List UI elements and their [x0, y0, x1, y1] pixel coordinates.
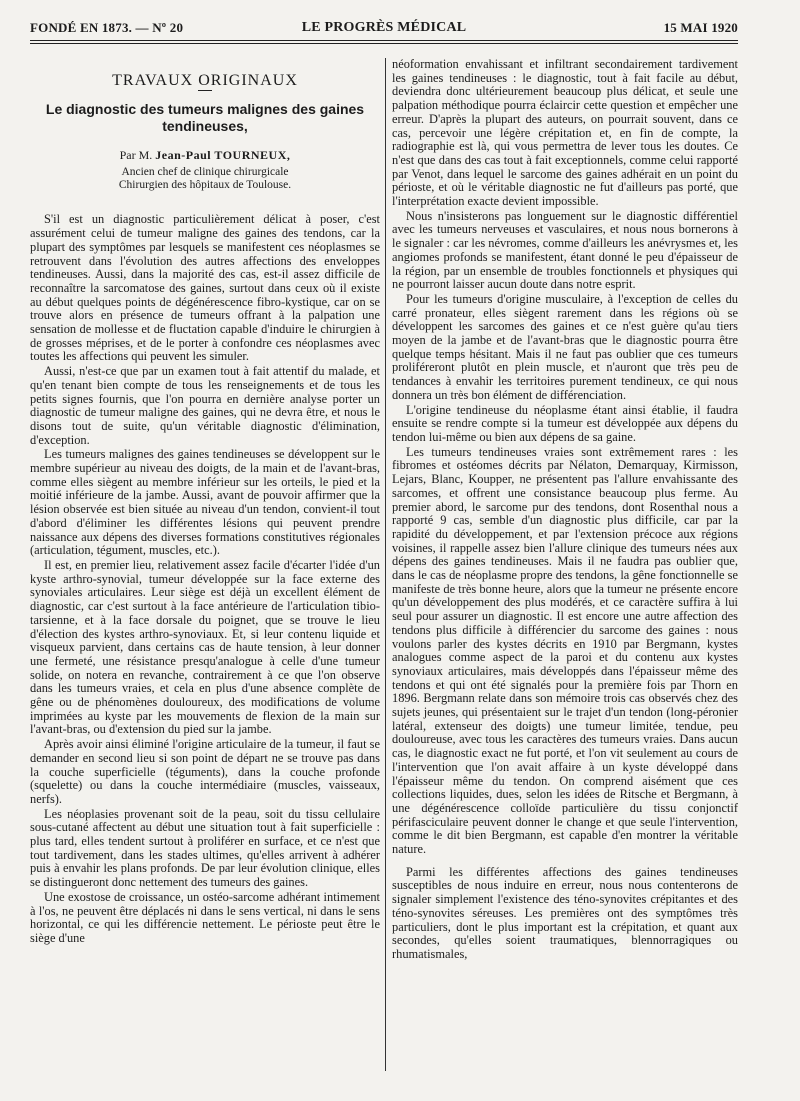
paragraph: Les tumeurs tendineuses vraies sont extrêmement rares : les fibromes et ostéomes décrits par Nélaton, Demarquay, Kirmisson, Lejars, Blanc, Koupper, ne présentent pas l'allure envahissante des sarcomes, et offrent une consistance beaucoup plus ferme. Au premier abord, le sarcome pur des tendons, dont Rosenthal nous a rapporté 9 cas, semble d'un diagnostic plus difficile, car par la rapidité du développement, et par l'extension précoce aux régions voisines, il rappelle assez bien l'allure clinique des tumeurs nées aux dépens des gaines tendineuses. Mais il ne faudra pas oublier que, dans le cas de néoplasme propre des tendons, la gêne fonctionnelle se manifeste de très bonne heure, alors que la tumeur ne présente encore qu'un développement des plus modérés, et ce caractère suffira à lui seul pour assurer un diagnostic. Il est encore une autre affection des tendons plus difficile à différencier du sarcome des gaines : nous voulons parler des kystes décrits en 1910 par Bergmann, kystes analogues comme aspect de la paroi et du contenu aux kystes synoviaux articulaires, mais développés dans l'épaisseur même des tendons et qui ont été signalés pour la première fois par Thorn en 1896. Bergmann relate dans son mémoire trois cas observés chez des sujets jeunes, qui présentaient sur le trajet d'un tendon (long-péronier latéral, extenseur des doigts) une tumeur limitée, tendue, peu douloureuse, avec tous les caractères des tumeurs vraies. Dans aucun cas, le diagnostic exact ne fut porté, et l'on vit seulement au cours de l'intervention que l'on avait affaire à un kyste développé dans l'épaisseur même du tendon. On comprend aisément que ces collections liquides, dues, selon les idées de Ritsche et Bergmann, à une dégénérescence colloïde particulière du tissu conjonctif périfasciculaire peuvent donner le change et que seule l'intervention, comme le dit bien Bergmann, est capable d'en montrer la véritable nature. — [392, 444, 738, 857]
header-rule — [30, 40, 738, 44]
paragraph: Aussi, n'est-ce que par un examen tout à fait attentif du malade, et qu'en tenant bien compte de tous les renseignements et de tous les petits signes fournis, que l'on pourra en dernière analyse porter un diagnostic de tumeur maligne des gaines, qui ne devra être, et nous le disons tout de suite, qu'un véritable diagnostic d'élimination, d'exception. — [30, 364, 380, 447]
affiliation-line: Chirurgien des hôpitaux de Toulouse. — [118, 178, 292, 191]
affiliation-line: Ancien chef de clinique chirurgicale — [121, 166, 289, 179]
byline-prefix: Par M. — [119, 147, 156, 162]
author-affiliation — [30, 166, 380, 191]
paragraph: Les néoplasies provenant soit de la peau, soit du tissu cellulaire sous-cutané affectent au début une situation tout à fait superficielle : plus tard, elles tendent surtout à proliférer en surface, et ce n'est que tout tardivement, dans les stades ultimes, qu'elles arrivent à adhérer puis à envahir les plans profonds. De par leur évolution clinique, elles se distingueront donc nettement des tumeurs des gaines. — [30, 806, 380, 890]
paragraph: Il est, en premier lieu, relativement assez facile d'écarter l'idée d'un kyste arthro-synovial, tumeur développée sur la face externe des synoviales articulaires. Leur siège est déjà un excellent élément de diagnostic, car c'est surtout à la face antérieure de l'articulation tibio-tarsienne, et à la face dorsale du poignet, que se trouve le lieu d'élection des kystes arthro-synoviaux. Et, si leur contenu liquide et visqueux parvient, dans certains cas de haute tension, à leur donner une fermeté, une résistance presqu'analogue à celle d'une tumeur solide, on notera en revanche, contrairement à ce que l'on observe dans les tumeurs vraies, et cela en plus d'une absence complète de gêne ou de phénomènes douloureux, des modifications de volume imprimées au kyste par les mouvements de flexion de la main sur l'avant-bras, ou d'extension du pied sur la jambe. — [30, 557, 380, 737]
right-column — [392, 58, 738, 1071]
paragraph: L'origine tendineuse du néoplasme étant ainsi établie, il faudra ensuite se rendre compte si la tumeur est développée aux dépens du tendon lui-même ou bien aux dépens de sa gaine. — [392, 402, 738, 444]
journal-name: LE PROGRÈS MÉDICAL — [301, 20, 467, 35]
section-dash — [198, 90, 212, 91]
paragraph: néoformation envahissant et infiltrant secondairement tardivement les gaines tendineuses : le diagnostic, tout à fait facile au début, deviendra donc ultérieurement beaucoup plus délicat, et seule une palpation méthodique pourra éclaircir cette question et empêcher une erreur. D'après la plupart des auteurs, on pourrait souvent, dans ce cas, percevoir une légère crépitation et, en fin de compte, la radiographie est là, qui vous permettra de lever tous les doutes. Ce n'est que dans des cas tout à fait exceptionnels, comme celui rapporté par Venot, dans lequel le sarcome des gaines adhérait en un point du périoste, et où le véritable diagnostic ne fut d'ailleurs pas porté, que l'interprétation exacte devient impossible. — [392, 57, 738, 209]
column-divider — [385, 58, 386, 1071]
article-title: Le diagnostic des tumeurs malignes des gaines tendineuses, — [45, 100, 365, 134]
paragraph: Les tumeurs malignes des gaines tendineuses se développent sur le membre supérieur au niveau des doigts, de la main et de l'avant-bras, comme elles siègent au membre inférieur sur les orteils, le pied et la moitié inférieure de la jambe. Aussi, avant de pouvoir affirmer que la lésion observée est bien située au niveau d'un tendon, convient-il tout d'abord d'éliminer les différentes lésions qui peuvent prendre naissance aux dépens des diverses formations constitutives régionales (articulation, tégument, muscles, etc.). — [30, 447, 380, 558]
issue-date: 15 MAI 1920 — [663, 20, 738, 35]
section-heading: TRAVAUX ORIGINAUX — [112, 72, 298, 89]
left-column — [30, 60, 380, 1071]
paragraph: Pour les tumeurs d'origine musculaire, à l'exception de celles du carré pronateur, elles siègent rarement dans les régions où se développent les sarcomes des gaines et ce n'est guère qu'au tiers moyen de la jambe et de l'avant-bras que le diagnostic pourra être quelque temps hésitant. Mais il ne faut pas oublier que ces tumeurs proliféreront plutôt en plein muscle, et n'auront que très peu de tendances à envahir les territoires purement tendineux, ce qui nous donnera un très bon élément de différenciation. — [392, 291, 738, 402]
paragraph: Une exostose de croissance, un ostéo-sarcome adhérant intimement à l'os, ne peuvent être déplacés ni dans le sens vertical, ni dans le sens horizontal, ce qui les différencie nettement. Le périoste peut être le siège d'une — [30, 889, 380, 945]
byline — [30, 149, 380, 163]
paragraph: Après avoir ainsi éliminé l'origine articulaire de la tumeur, il faut se demander en second lieu si son point de départ ne se trouve pas dans la couche superficielle (téguments), dans la couche profonde (squelette) ou dans la couche intermédiaire (muscles, vaisseaux, nerfs). — [30, 737, 380, 806]
paragraph: S'il est un diagnostic particulièrement délicat à poser, c'est assurément celui de tumeur maligne des gaines des tendons, car la plupart des symptômes par lesquels se manifestent ces néoplasmes se retrouvent dans l'évolution des autres affections des enveloppes tendineuses. Aussi, dans la majorité des cas, est-il assez difficile de reconnaître la sarcomatose des gaines, surtout dans ceux où il existe au début quelques points de dégénérescence fibro-kystique, car on se trouve alors en présence de tumeurs offrant à la palpation une sensation de mollesse et de fluctation capable d'induire le chirurgien à de grosses méprises, et de le porter à confondre ces néoplasmes avec toutes les affections qui peuvent les simuler. — [30, 212, 380, 364]
founded-issue: FONDÉ EN 1873. — Nº 20 — [30, 20, 184, 35]
running-header — [30, 18, 738, 40]
author-name: Jean-Paul TOURNEUX, — [155, 147, 291, 162]
paragraph: Parmi les différentes affections des gaines tendineuses susceptibles de nous induire en erreur, nous nous contenterons de signaler simplement l'existence des téno-synovites crépitantes et des téno-synovites séreuses. Les premières ont des symptômes très particuliers, dont le plus important est la crépitation, et quant aux secondes, qu'elles soient traumatiques, blennorragiques ou rhumatismales, — [392, 864, 738, 961]
paragraph: Nous n'insisterons pas longuement sur le diagnostic différentiel avec les tumeurs nerveuses et vasculaires, et nous nous bornerons à le signaler : car les névromes, comme d'ailleurs les anévrysmes et, les angiomes profonds se manifestent, étant donné le peu d'épaisseur de la région, par un ensemble de troubles fonctionnels et physiques qui ne pourront laisser aucun doute dans notre esprit. — [392, 208, 738, 292]
